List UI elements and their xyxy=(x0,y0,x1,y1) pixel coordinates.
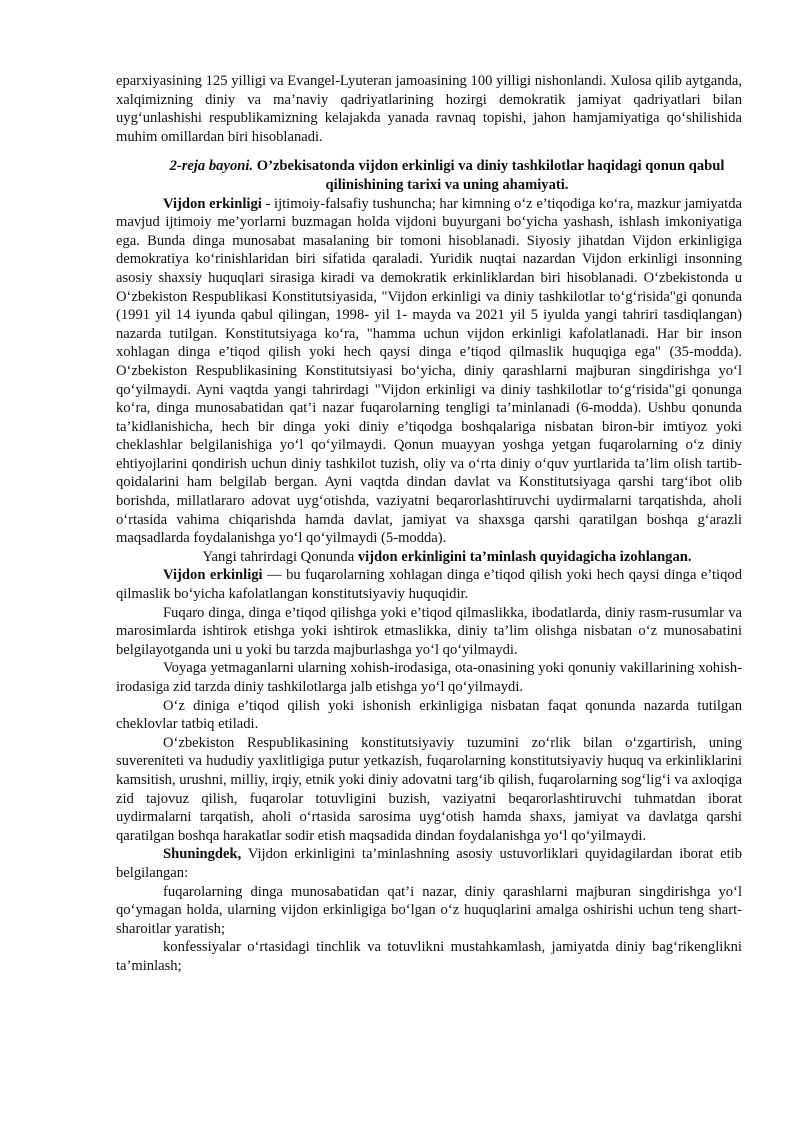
paragraph-right-definition-text: — bu fuqarolarning xohlagan dinga e’tiqod qilish yoki hech qaysi dinga e’tiqod qilmaslik bo‘yicha kafolatlangan konstitutsiyaviy huquqidir. xyxy=(116,567,742,603)
paragraph-priority-peace: konfessiyalar o‘rtasidagi tinchlik va totuvlikni mustahkamlash, jamiyatda diniy bag‘rikenglikni ta’minlash; xyxy=(116,939,742,974)
paragraph-right-definition xyxy=(116,566,742,603)
paragraph-new-law-text: Yangi tahrirdagi Qonunda xyxy=(202,548,358,565)
paragraph-minors: Voyaga yetmaganlarni ularning xohish-irodasiga, ota-onasining yoki qonuniy vakillarining xohish-irodasiga zid tarzda diniy tashkilotlarga jalb etishga yo‘l qo‘yilmaydi. xyxy=(116,660,742,695)
section-heading-title: O’zbekisatonda vijdon erkinligi va diniy tashkilotlar haqidagi qonun qabul qilinishining tarixi va uning ahamiyati. xyxy=(253,158,725,193)
section-heading-lead: 2-reja bayoni. xyxy=(169,158,254,175)
term-vijdon-erkinligi: Vijdon erkinligi xyxy=(163,195,262,212)
intro-paragraph: eparxiyasining 125 yilligi va Evangel-Lyuteran jamoasining 100 yilligi nishonlandi. Xulosa qilib aytganda, xalqimizning diniy va ma’naviy qadriyatlarining hozirgi demokratik jamiyat qadriyatlari bilan uyg‘unlashishi respublikamizning kelajakda yanada ravnaq topishi, jahon hamjamiyatiga qo‘shilishida muhim omillardan biri hisoblanadi. xyxy=(116,73,742,145)
section-heading xyxy=(116,157,742,194)
term-shuningdek: Shuningdek, xyxy=(163,846,242,863)
paragraph-definition-text: - ijtimoiy-falsafiy tushuncha; har kimning o‘z e’tiqodiga ko‘ra, mazkur jamiyatda mavjud ijtimoiy me’yorlarni buzmagan holda vijdoni buyurgani bo‘yicha yashash, ishlash imkoniyatiga ega. Bunda dinga munosabat masalaning bir tomoni hisoblanadi. Siyosiy jihatdan Vijdon erkinligiga demokratiya ko‘rinishlaridan biri sifatida qaraladi. Yuridik nuqtai nazardan Vijdon erkinligi insonning asosiy shaxsiy huquqlari sirasiga kiradi va demokratik erkinliklardan biri hisoblanadi. O‘zbekistonda u O‘zbekiston Respublikasi Konstitutsiyasida, "Vijdon erkinligi va diniy tashkilotlar to‘g‘risida"gi qonunda (1991 yil 14 iyunda qabul qilingan, 1998- yil 1- mayda va 2021 yil 5 iyulda yangi tahriri tasdiqlangan) nazarda tutilgan. Konstitutsiyaga ko‘ra, "hamma uchun vijdon erkinligi kafolatlanadi. Har bir inson xohlagan dinga e’tiqod qilish yoki hech qaysi dinga e’tiqod qilmaslik huquqiga ega" (35-modda). O‘zbekiston Respublikasining Konstitutsiyasi bo‘yicha, diniy qarashlarni majburan singdirishga yo‘l qo‘yilmaydi. Ayni vaqtda yangi tahrirdagi "Vijdon erkinligi va diniy tashkilotlar to‘g‘risida"gi qonunga ko‘ra, dinga munosabatidan qat’i nazar fuqarolarning tengligi ta’minlanadi (6-modda). Ushbu qonunda ta’kidlanishicha, hech bir dinga yoki diniy e’tiqodga boshqalariga nisbatan biron-bir imtiyoz yoki cheklashlar belgilanishiga yo‘l qo‘yilmaydi. Qonun muayyan yoshga yetgan fuqarolarning o‘z diniy ehtiyojlarini qondirish uchun diniy tashkilot tuzish, oliy va o‘rta diniy o‘quv yurtlarida ta’lim olish tartib-qoidalarini ham belgilab bergan. Ayni vaqtda dindan davlat va Konstitutsiyaga qarshi targ‘ibot olib borishda, millatlararo adovat uyg‘otishda, vaziyatni beqarorlashtiruvchi uydirmalarni tarqatishda, aholi o‘rtasida vahima chiqarishda hamda davlat, jamiyat va shaxsga qarshi qaratilgan boshqa g‘arazli maqsadlarda foydalanishga yo‘l qo‘yilmaydi (5-modda). xyxy=(116,195,742,547)
paragraph-priorities-text: Vijdon erkinligini ta’minlashning asosiy ustuvorliklari quyidagilardan iborat etib belgilangan: xyxy=(116,846,742,881)
paragraph-new-law-bold: vijdon erkinligini ta’minlash quyidagicha izohlangan. xyxy=(357,548,692,565)
paragraph-priorities xyxy=(116,845,742,882)
paragraph-restrictions: O‘z diniga e’tiqod qilish yoki ishonish erkinligiga nisbatan faqat qonunda nazarda tutilgan cheklovlar tatbiq etiladi. xyxy=(116,697,742,733)
paragraph-no-coercion: Fuqaro dinga, dinga e’tiqod qilishga yoki e’tiqod qilmaslikka, ibodatlarda, diniy rasm-rusumlar va marosimlarda ishtirok etishga yoki ishtirok etmaslikka, diniy ta’lim olishga nisbatan o‘z munosabatini belgilayotganda uni u yoki bu tarzda majburlashga yo‘l qo‘yilmaydi. xyxy=(116,604,742,658)
term-vijdon-erkinligi-2: Vijdon erkinligi xyxy=(163,567,263,584)
paragraph-prohibitions: O‘zbekiston Respublikasining konstitutsiyaviy tuzumini zo‘rlik bilan o‘zgartirish, uning suvereniteti va hududiy yaxlitligiga putur yetkazish, fuqarolarning konstitutsiyaviy huquq va erkinliklarini kamsitish, urushni, milliy, irqiy, etnik yoki diniy adovatni targ‘ib qilish, fuqarolarning sog‘lig‘i va axloqiga zid tajovuz qilish, fuqarolar totuvligini buzish, vaziyatni beqarorlashtiruvchi tuhmatdan iborat uydirmalarni tarqatish, aholi o‘rtasida sarosima uyg‘otish hamda shaxs, jamiyat va davlatga qarshi qaratilgan boshqa harakatlar sodir etish maqsadida dindan foydalanishga yo‘l qo‘yilmaydi. xyxy=(116,734,742,844)
paragraph-priority-equal-conditions: fuqarolarning dinga munosabatidan qat’i nazar, diniy qarashlarni majburan singdirishga yo‘l qo‘ymagan holda, ularning vijdon erkinligiga bo‘lgan o‘z huquqlarini amalga oshirishi uchun teng shart-sharoitlar yaratish; xyxy=(116,883,742,937)
paragraph-new-law xyxy=(116,548,742,567)
document-page xyxy=(116,72,742,976)
paragraph-definition xyxy=(116,195,742,548)
